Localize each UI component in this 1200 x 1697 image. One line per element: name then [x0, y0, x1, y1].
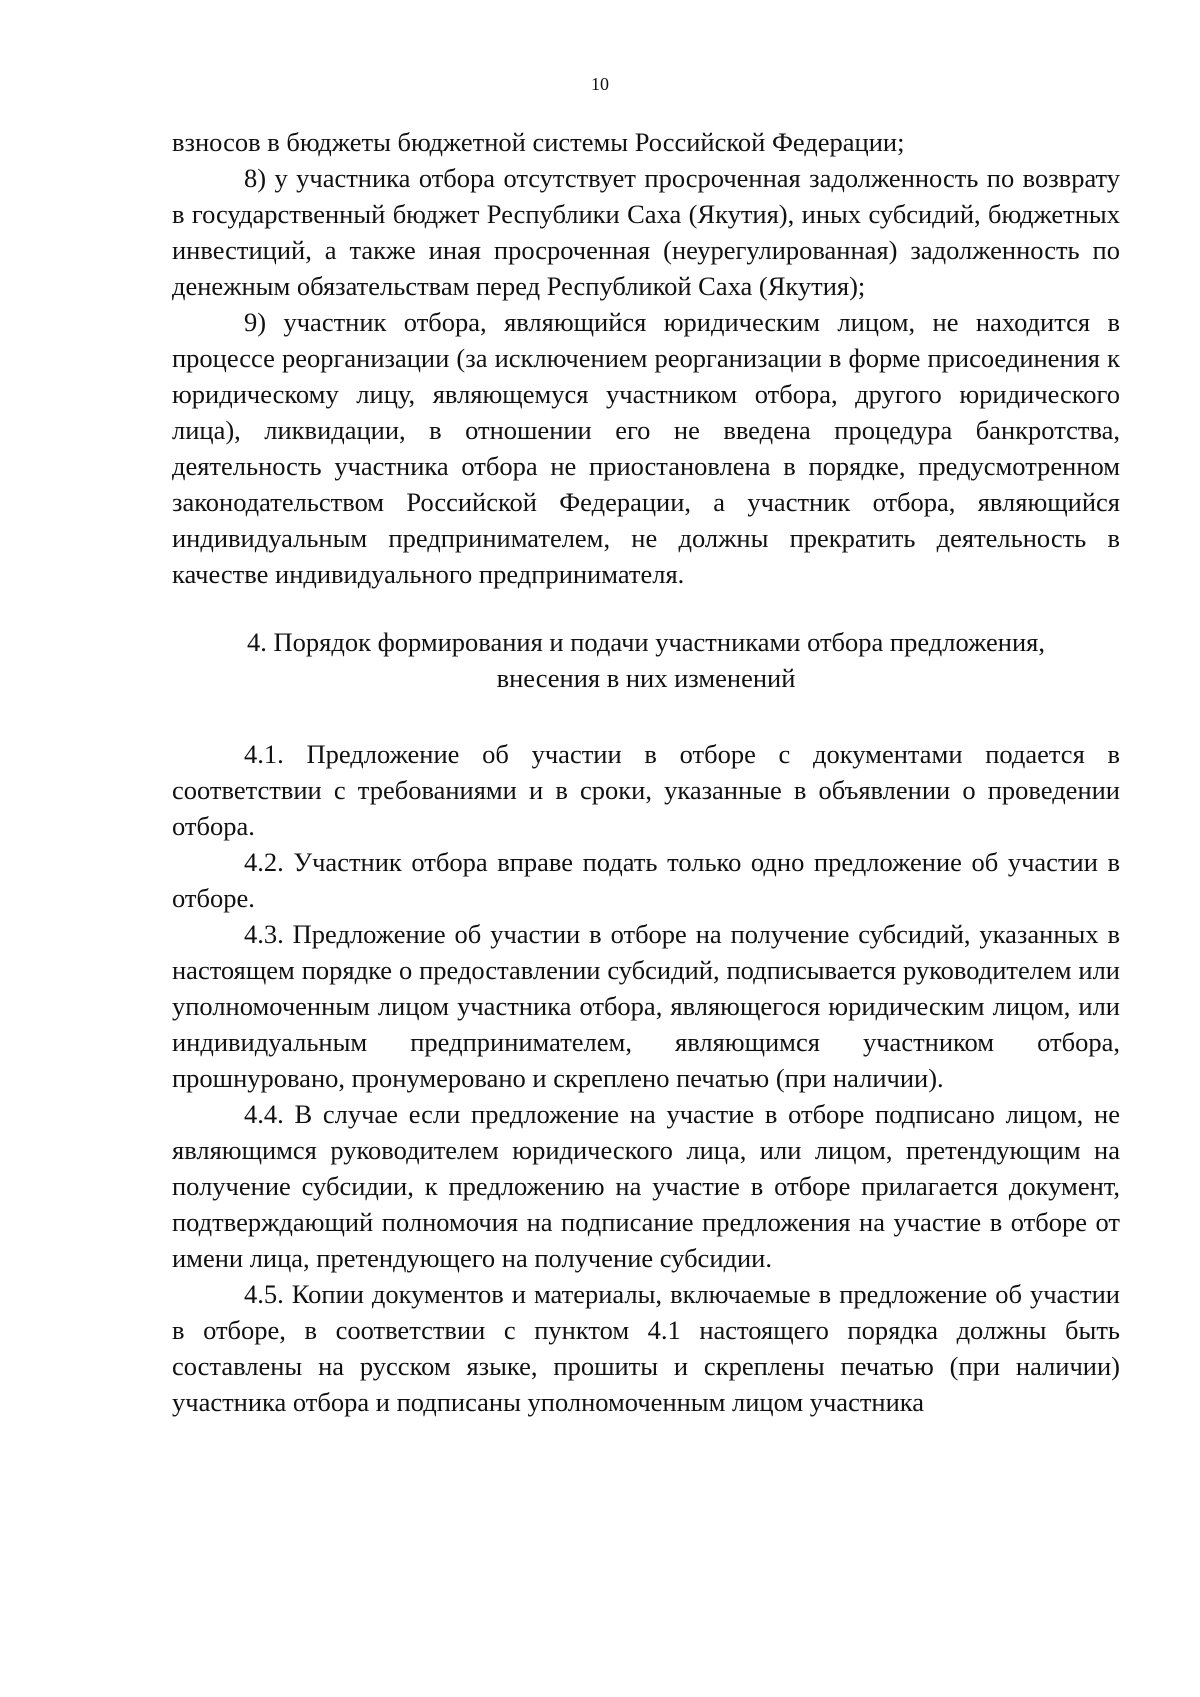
page-number: 10: [591, 74, 609, 94]
document-body: [172, 124, 1120, 1420]
paragraph-4-2: 4.2. Участник отбора вправе подать только одно предложение об участии в отборе.: [172, 847, 1120, 913]
paragraph-4-1: 4.1. Предложение об участии в отборе с документами подается в соответствии с требованиями и в сроки, указанные в объявлении о проведении отбора.: [172, 739, 1120, 841]
paragraph-4-3: 4.3. Предложение об участии в отборе на получение субсидий, указанных в настоящем порядке о предоставлении субсидий, подписывается руководителем или уполномоченным лицом участника отбора, являющегося юридическим лицом, или индивидуальным предпринимателем, являющимся участником отбора, прошнуровано, пронумеровано и скреплено печатью (при наличии).: [172, 919, 1120, 1093]
section-4-heading: [172, 624, 1120, 696]
paragraph-4-5: 4.5. Копии документов и материалы, включаемые в предложение об участии в отборе, в соответствии с пунктом 4.1 настоящего порядка должны быть составлены на русском языке, прошиты и скреплены печатью (при наличии) участника отбора и подписаны уполномоченным лицом участника: [172, 1279, 1120, 1417]
section-4-heading-line-2: внесения в них изменений: [496, 663, 796, 693]
paragraph-4-4: 4.4. В случае если предложение на участие в отборе подписано лицом, не являющимся руководителем юридического лица, или лицом, претендующим на получение субсидии, к предложению на участие в отборе прилагается документ, подтверждающий полномочия на подписание предложения на участие в отборе от имени лица, претендующего на получение субсидии.: [172, 1099, 1120, 1273]
paragraph-continuation: взносов в бюджеты бюджетной системы Российской Федерации;: [172, 127, 905, 157]
paragraph-item-9: 9) участник отбора, являющийся юридическим лицом, не находится в процессе реорганизации (за исключением реорганизации в форме присоединения к юридическому лицу, являющемуся участником отбора, другого юридического лица), ликвидации, в отношении его не введена процедура банкротства, деятельность участника отбора не приостановлена в порядке, предусмотренном законодательством Российской Федерации, а участник отбора, являющийся индивидуальным предпринимателем, не должны прекратить деятельность в качестве индивидуального предпринимателя.: [172, 307, 1120, 589]
paragraph-item-8: 8) у участника отбора отсутствует просроченная задолженность по возврату в государственный бюджет Республики Саха (Якутия), иных субсидий, бюджетных инвестиций, а также иная просроченная (неурегулированная) задолженность по денежным обязательствам перед Республикой Саха (Якутия);: [172, 163, 1120, 301]
section-4-heading-line-1: 4. Порядок формирования и подачи участниками отбора предложения,: [247, 627, 1045, 657]
